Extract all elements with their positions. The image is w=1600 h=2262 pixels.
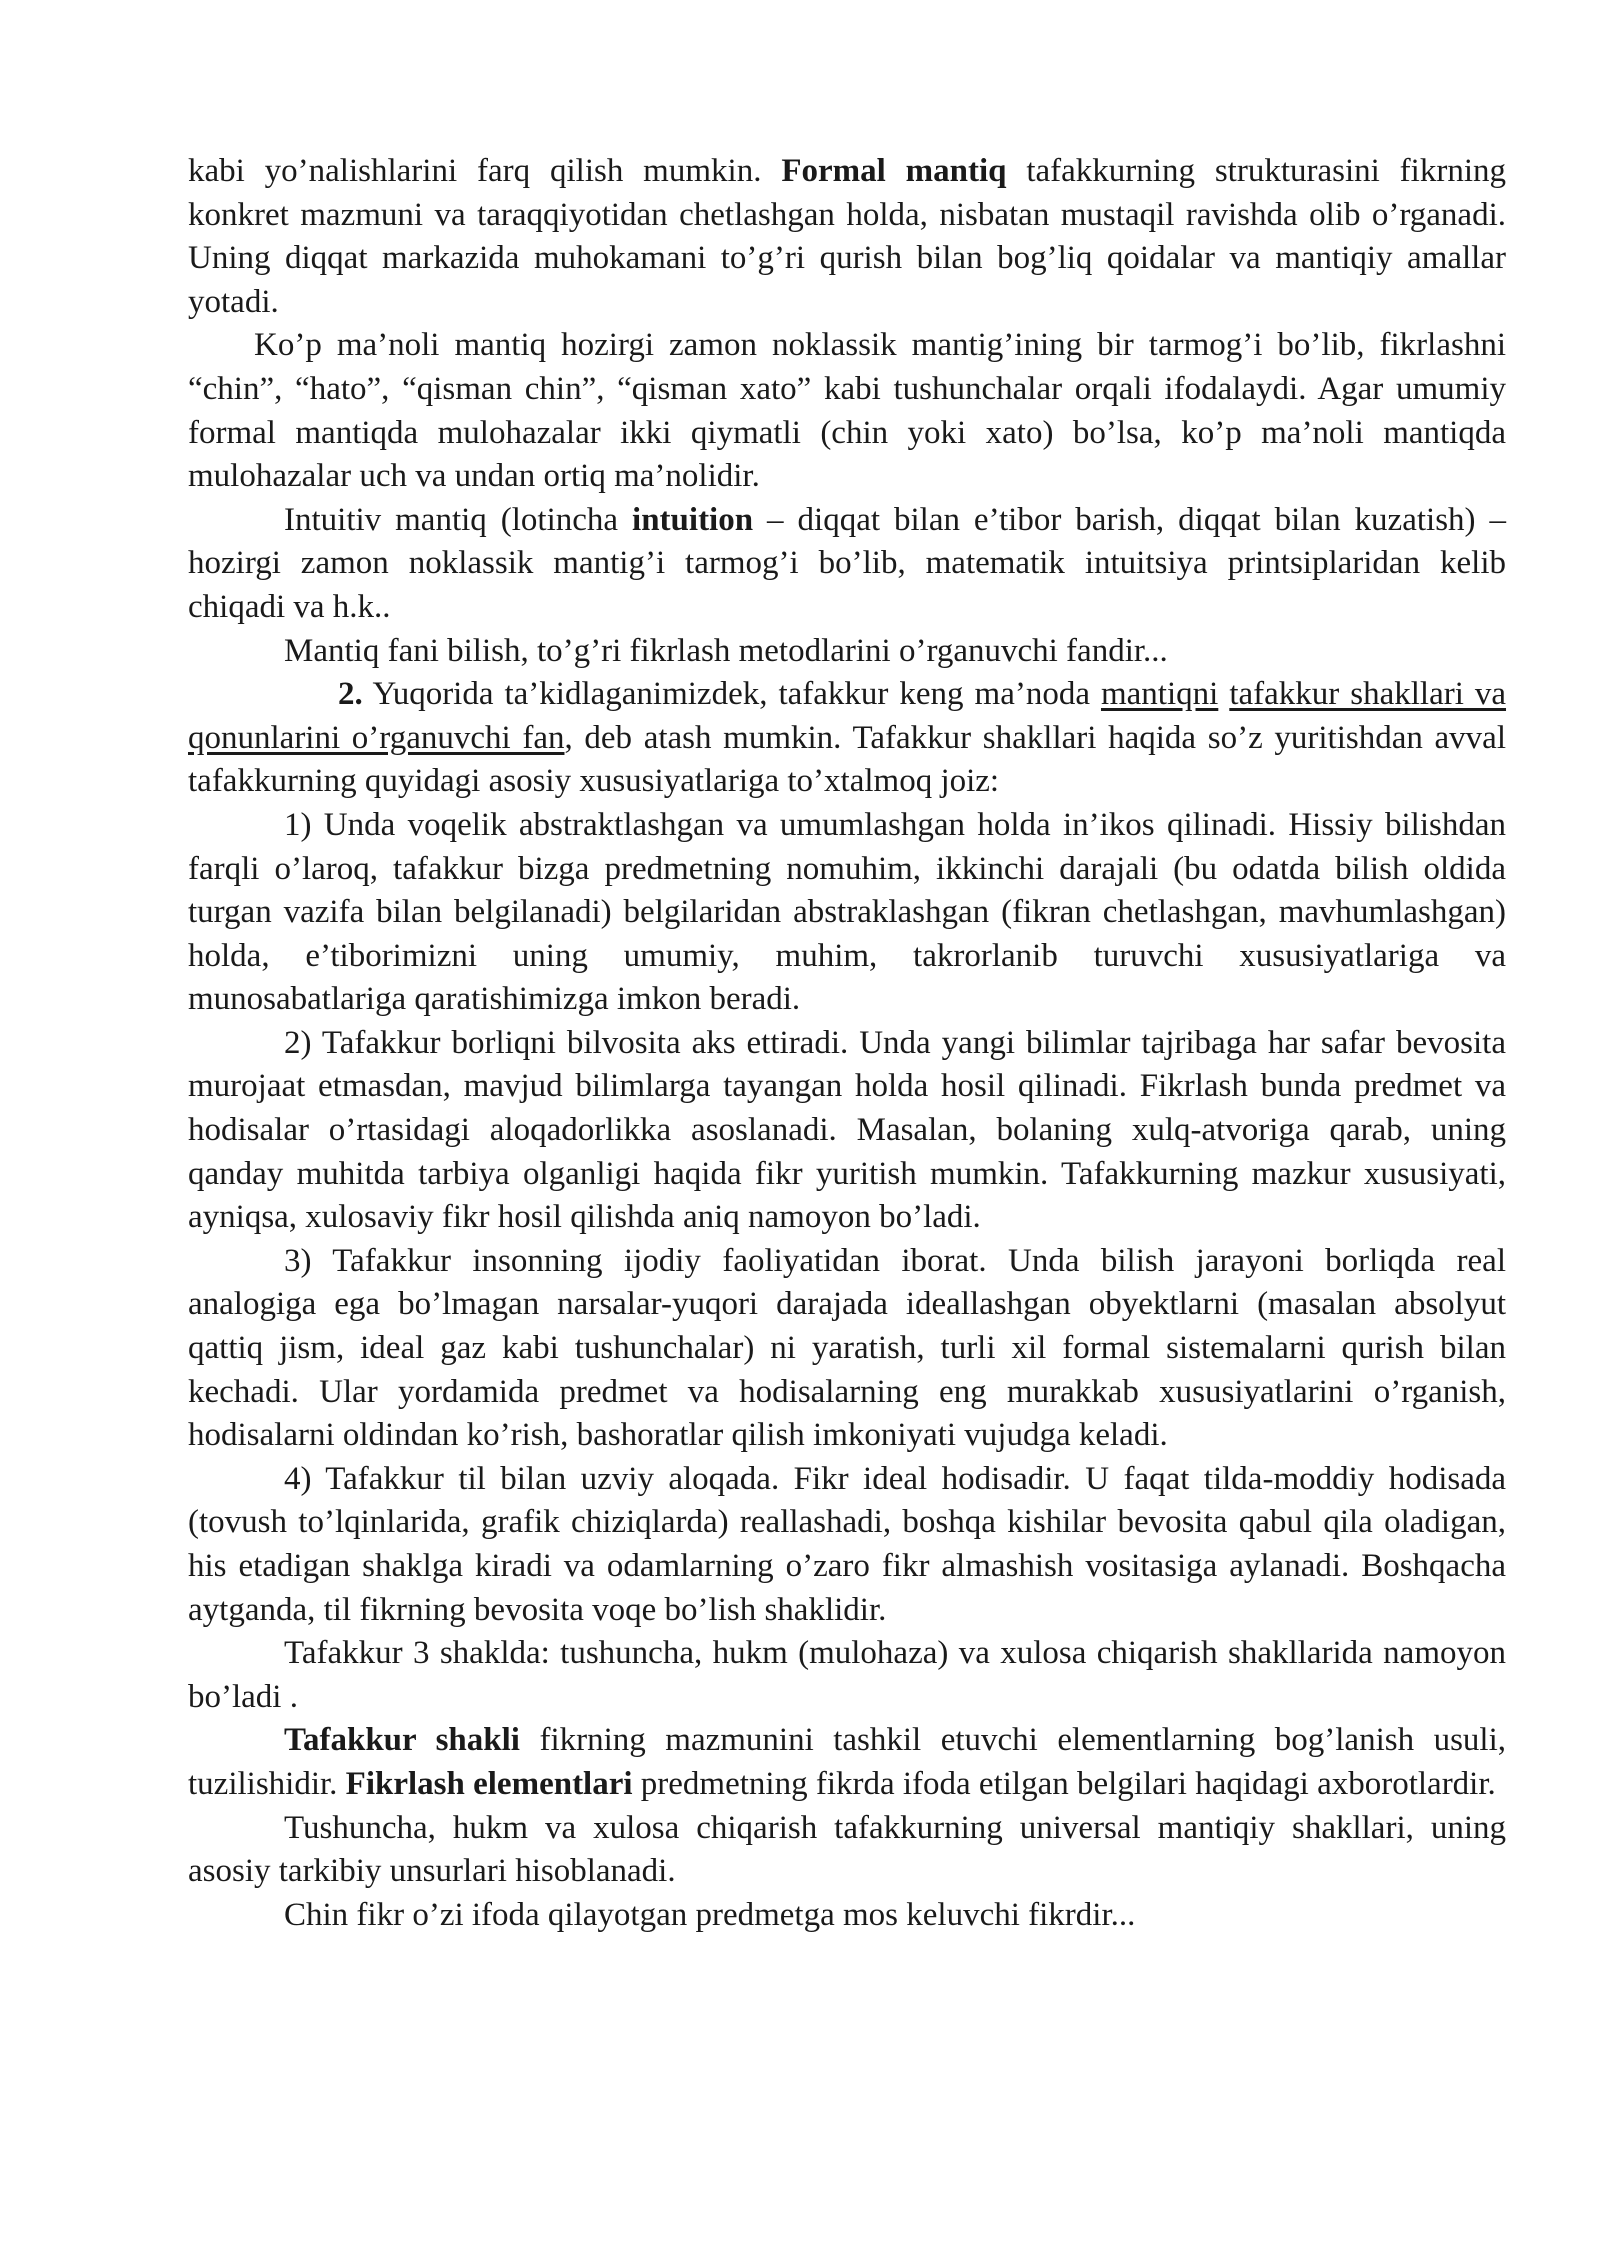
- text-span: Tafakkur 3 shaklda: tushuncha, hukm (mulohaza) va xulosa chiqarish shakllarida namoyon bo’ladi .: [188, 1635, 1506, 1715]
- text-span: predmetning fikrda ifoda etilgan belgilari haqidagi axborotlardir.: [632, 1765, 1496, 1802]
- text-span: – diqqat bilan e’tibor barish, diqqat bilan kuzatish) – hozirgi zamon noklassik mantig’i tarmog’i bo’lib, matematik intuitsiya printsiplaridan kelib chiqadi va h.k..: [188, 501, 1506, 625]
- text-span: Yuqorida ta’kidlaganimizdek, tafakkur keng ma’noda: [362, 676, 1101, 713]
- paragraph-feature-4: [188, 1458, 1506, 1632]
- paragraph-formal-logic: [188, 150, 1506, 324]
- bold-term-fikrlash-elementlari: Fikrlash elementlari: [345, 1765, 633, 1802]
- text-span: kabi yo’nalishlarini farq qilish mumkin.: [188, 153, 782, 189]
- paragraph-universal-forms: [188, 1807, 1506, 1894]
- text-span: tafakkurning strukturasini fikrning konkret mazmuni va taraqqiyotidan chetlashgan holda, nisbatan mustaqil ravishda olib o’rganadi. Uning diqqat markazida muhokamani to’g’ri qurish bilan bog’liq qoidalar va mantiqiy amallar yotadi.: [188, 153, 1506, 320]
- text-span: 3) Tafakkur insonning ijodiy faoliyatidan iborat. Unda bilish jarayoni borliqda real analogiga ega bo’lmagan narsalar-yuqori darajada ideallashgan obyektlarni (masalan absolyut qattiq jism, ideal gaz kabi tushunchalar) ni yaratish, turli xil formal sistemalarni qurish bilan kechadi. Ular yordamida predmet va hodisalarning eng murakkab xususiyatlarini o’rganish, hodisalarni oldindan ko’rish, bashoratlar qilish imkoniyati vujudga keladi.: [188, 1242, 1506, 1454]
- text-span: fikrning mazmunini tashkil etuvchi elementlarning bog’lanish usuli, tuzilishidir.: [188, 1722, 1507, 1802]
- text-span: Intuitiv mantiq (lotincha: [284, 501, 633, 538]
- paragraph-intuitive-logic: [188, 499, 1506, 630]
- paragraph-true-thought: [188, 1894, 1506, 1938]
- paragraph-many-valued-logic: [188, 324, 1506, 498]
- text-span: 2) Tafakkur borliqni bilvosita aks ettiradi. Unda yangi bilimlar tajribaga har safar bevosita murojaat etmasdan, mavjud bilimlarga tayangan holda hosil qilinadi. Fikrlash bunda predmet va hodisalar o’rtasidagi aloqadorlikka asoslanadi. Masalan, bolaning xulq-atvoriga qarab, uning qanday muhitda tarbiya olganligi haqida fikr yuritish mumkin. Tafakkurning mazkur xususiyati, ayniqsa, xulosaviy fikr hosil qilishda aniq namoyon bo’ladi.: [188, 1024, 1506, 1236]
- text-span: 4) Tafakkur til bilan uzviy aloqada. Fikr ideal hodisadir. U faqat tilda-moddiy hodisada (tovush to’lqinlarida, grafik chiziqlarda) reallashadi, boshqa kishilar bevosita qabul qila oladigan, his etadigan shaklga kiradi va odamlarning o’zaro fikr almashish vositasiga aylanadi. Boshqacha aytganda, til fikrning bevosita voqe bo’lish shaklidir.: [188, 1460, 1506, 1628]
- text-span: Tushuncha, hukm va xulosa chiqarish tafakkurning universal mantiqiy shakllari, uning asosiy tarkibiy unsurlari hisoblanadi.: [188, 1809, 1506, 1890]
- section-number: 2.: [338, 676, 363, 713]
- text-span: [1218, 676, 1229, 712]
- paragraph-section-2: [188, 673, 1506, 804]
- bold-term-tafakkur-shakli: Tafakkur shakli: [284, 1722, 520, 1759]
- paragraph-feature-3: [188, 1240, 1506, 1458]
- underlined-definition: tafakkur shakllari va qonunlarini o’rganuvchi fan: [188, 676, 1507, 756]
- paragraph-logic-definition: [188, 630, 1506, 674]
- document-page: [188, 150, 1506, 1937]
- paragraph-three-forms: [188, 1632, 1506, 1719]
- text-span: Mantiq fani bilish, to’g’ri fikrlash metodlarini o’rganuvchi fandir...: [284, 632, 1168, 669]
- paragraph-thought-form: [188, 1719, 1506, 1806]
- text-span: Ko’p ma’noli mantiq hozirgi zamon noklassik mantig’ining bir tarmog’i bo’lib, fikrlashni “chin”, “hato”, “qisman chin”, “qisman xato” kabi tushunchalar orqali ifodalaydi. Agar umumiy formal mantiqda mulohazalar ikki qiymatli (chin yoki xato) bo’lsa, ko’p ma’noli mantiqda mulohazalar uch va undan ortiq ma’nolidir.: [188, 327, 1506, 495]
- text-span: , deb atash mumkin. Tafakkur shakllari haqida so’z yuritishdan avval tafakkurning quyidagi asosiy xususiyatlariga to’xtalmoq joiz:: [188, 719, 1506, 800]
- text-span: Chin fikr o’zi ifoda qilayotgan predmetga mos keluvchi fikrdir...: [284, 1896, 1136, 1933]
- paragraph-feature-1: [188, 804, 1506, 1022]
- underlined-term-mantiqni: mantiqni: [1100, 676, 1219, 713]
- bold-term-formal-mantiq: Formal mantiq: [781, 153, 1007, 189]
- paragraph-feature-2: [188, 1022, 1506, 1240]
- bold-term-intuition: intuition: [632, 501, 754, 538]
- text-span: 1) Unda voqelik abstraktlashgan va umumlashgan holda in’ikos qilinadi. Hissiy bilishdan farqli o’laroq, tafakkur bizga predmetning nomuhim, ikkinchi darajali (bu odatda bilish oldida turgan vazifa bilan belgilanadi) belgilaridan abstraklashgan (fikran chetlashgan, mavhumlashgan) holda, e’tiborimizni uning umumiy, muhim, takrorlanib turuvchi xususiyatlariga va munosabatlariga qaratishimizga imkon beradi.: [188, 806, 1506, 1018]
